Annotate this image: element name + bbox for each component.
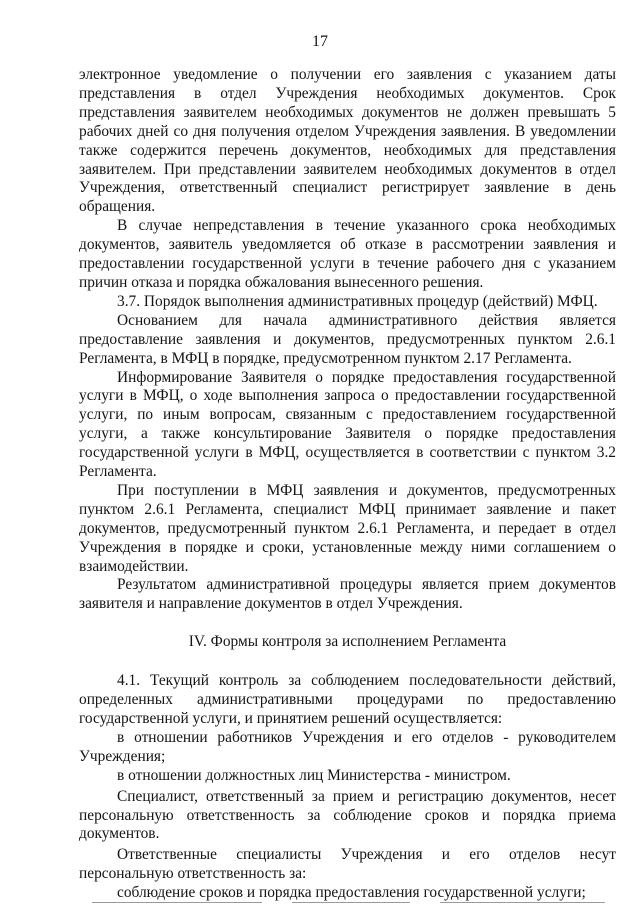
list-item-institution: в отношении работников Учреждения и его отделов - руководителем Учреждения;: [79, 728, 616, 765]
paragraph-mfc-heading: 3.7. Порядок выполнения административных процедур (действий) МФЦ.: [117, 292, 598, 310]
scan-edge-mark: [440, 902, 605, 903]
list-item-ministry: в отношении должностных лиц Министерства - министром.: [117, 766, 511, 784]
paragraph-result: Результатом административной процедуры является прием документов заявителя и направление документов в отдел Учреждения.: [79, 576, 616, 613]
paragraph-notification: электронное уведомление о получении его заявления с указанием даты представления в отдел Учреждения необходимых документов. Срок представления заявителем необходимых документов не должен превышать 5 рабочих дней со дня получения отделом Учреждения заявления. В уведомлении также содержится перечень документов, необходимых для представления заявителем. При представлении заявителем необходимых документов в отдел Учреждения, ответственный специалист регистрирует заявление в день обращения.: [79, 66, 616, 216]
paragraph-receipt: При поступлении в МФЦ заявления и документов, предусмотренных пунктом 2.6.1 Регламента, специалист МФЦ принимает заявление и пакет документов, предусмотренный пунктом 2.6.1 Регламента, и передает в отдел Учреждения в порядке и сроки, установленные между ними соглашением о взаимодействии.: [79, 481, 616, 575]
scan-edge-mark: [92, 902, 262, 903]
paragraph-current-control: 4.1. Текущий контроль за соблюдением последовательности действий, определенных административными процедурами по предоставлению государственной услуги, и принятием решений осуществляется:: [79, 672, 616, 727]
document-body: [79, 66, 616, 903]
paragraph-specialist-responsibility: Специалист, ответственный за прием и регистрацию документов, несет персональную ответственность за соблюдение сроков и порядка приема документов.: [79, 787, 616, 843]
page-number: 17: [312, 33, 328, 50]
paragraph-informing: Информирование Заявителя о порядке предоставления государственной услуги в МФЦ, о ходе выполнения запроса о предоставлении государственной услуги, по иным вопросам, связанным с предоставлением государственной услуги, а также консультирование Заявителя о порядке предоставления государственной услуги в МФЦ, осуществляется в соответствии с пунктом 3.2 Регламента.: [79, 368, 616, 481]
scan-edge-mark: [292, 902, 410, 903]
paragraph-basis: Основанием для начала административного действия является предоставление заявления и документов, предусмотренных пунктом 2.6.1 Регламента, в МФЦ в порядке, предусмотренном пунктом 2.17 Регламента.: [79, 311, 616, 367]
paragraph-personal-responsibility: Ответственные специалисты Учреждения и его отделов несут персональную ответственность за:: [79, 846, 616, 883]
section-heading: IV. Формы контроля за исполнением Регламента: [188, 633, 507, 651]
list-item-deadlines: соблюдение сроков и порядка предоставления государственной услуги;: [117, 884, 586, 902]
paragraph-refusal: В случае непредставления в течение указанного срока необходимых документов, заявитель уведомляется об отказе в рассмотрении заявления и предоставлении государственной услуги в течение рабочего дня с указанием причин отказа и порядка обжалования вынесенного решения.: [79, 217, 616, 291]
